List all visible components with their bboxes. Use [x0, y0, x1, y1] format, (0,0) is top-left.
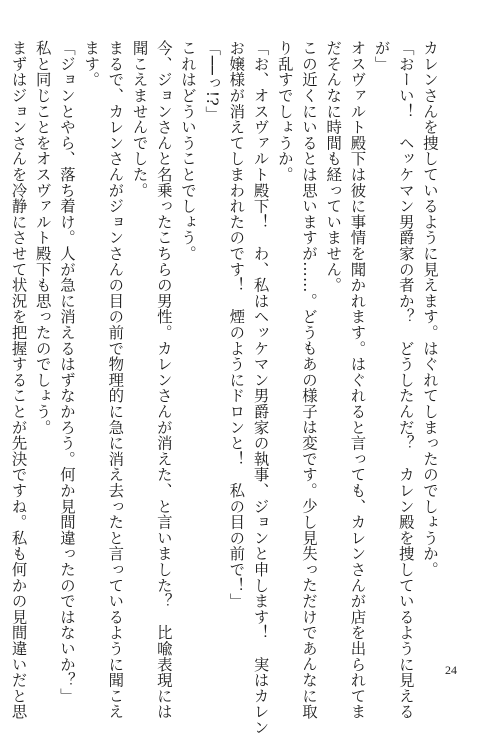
text-line: 「ジョンとやら、落ち着け。人が急に消えるはずなかろう。何か見間違ったのではないか？」	[57, 40, 76, 704]
text-line: 今、ジョンさんと名乗ったこちらの男性。カレンさんが消えた、と言いました？ 比喩表現には	[154, 40, 173, 720]
text-line: ます。	[82, 40, 101, 88]
text-line: オスヴァルト殿下は彼に事情を聞かれます。はぐれると言っても、カレンさんが店を出られてま	[348, 40, 367, 720]
text-line: まずはジョンさんを冷静にさせて状況を把握することが先決ですね。私も何かの見間違いだと思	[9, 40, 28, 720]
text-line: 私と同じことをオスヴァルト殿下も思ったのでしょう。	[33, 40, 52, 435]
page-number: 24	[445, 663, 457, 677]
text-line: 聞こえませんでした。	[130, 40, 149, 198]
text-line: り乱すでしょうか。	[275, 40, 294, 183]
text-line: お嬢様が消えてしまわれたのです！ 煙のようにドロンと！ 私の目の前で！」	[227, 40, 246, 609]
text-line: だそんなに時間も経っていません。	[324, 40, 343, 293]
text-line: まるで、カレンさんがジョンさんの目の前で物理的に急に消え去ったと言っているように聞こえ	[106, 40, 125, 720]
text-line: これはどういうことでしょう。	[178, 40, 197, 262]
text-line: 「おーい！ ヘッケマン男爵家の者か？ どうしたんだ？ カレン殿を捜しているように見える	[396, 40, 415, 720]
text-line: 「──っ!?」	[203, 40, 222, 122]
vertical-text-block	[6, 40, 442, 735]
text-line: が」	[372, 40, 391, 72]
text-line: この近くにいるとは思いますが……。どうもあの様子は変です。少し見失っただけであんなに取	[299, 40, 318, 720]
text-line: 「お、オスヴァルト殿下！ わ、私はヘッケマン男爵家の執事、ジョンと申します！ 実はカレン	[251, 40, 270, 735]
text-line: カレンさんを捜しているように見えます。はぐれてしまったのでしょうか。	[421, 40, 439, 578]
